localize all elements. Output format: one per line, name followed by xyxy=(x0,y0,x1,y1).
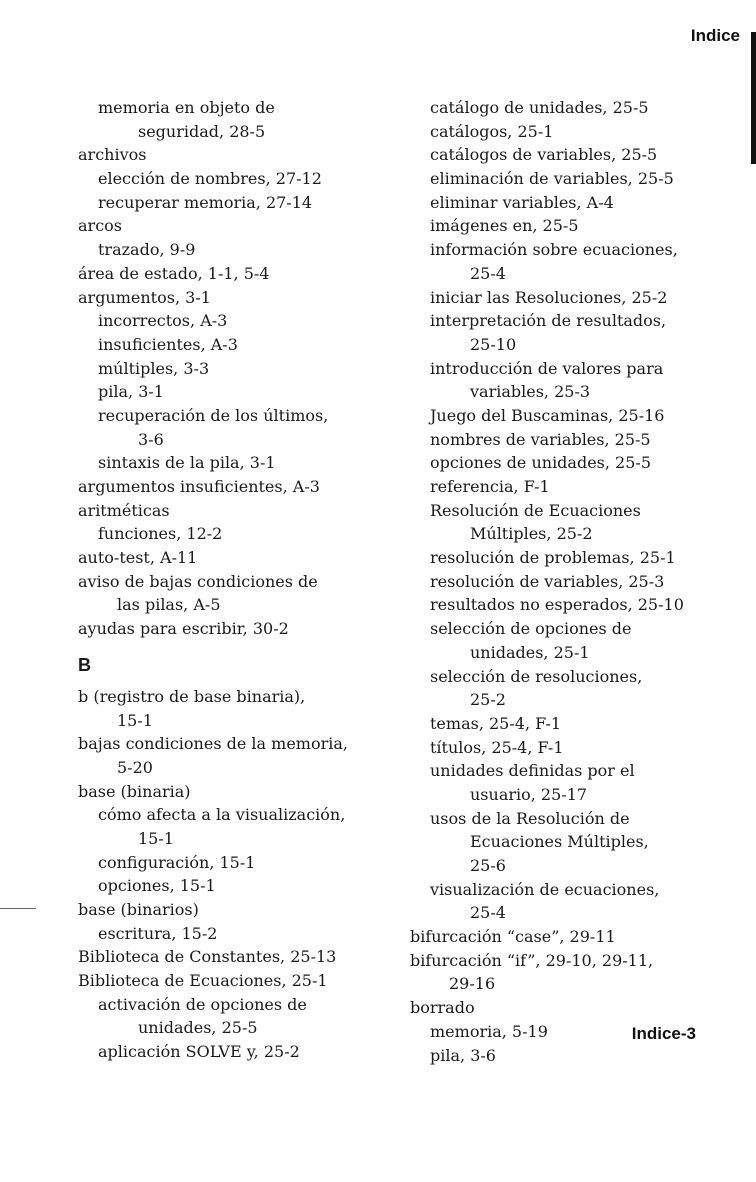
index-subentry: elección de nombres, 27-12 xyxy=(98,169,322,189)
index-column-left xyxy=(78,96,378,1064)
index-subentry: funciones, 12-2 xyxy=(98,524,223,544)
index-subentry: visualización de ecuaciones, xyxy=(430,879,660,899)
index-entry: Biblioteca de Constantes, 25-13 xyxy=(78,947,337,967)
index-subentry: recuperación de los últimos, xyxy=(98,405,329,425)
index-subentry: 15-1 xyxy=(138,828,174,848)
index-subentry: pila, 3-6 xyxy=(430,1045,496,1065)
index-entry: argumentos, 3-1 xyxy=(78,287,211,307)
index-subentry: 29-16 xyxy=(449,974,496,994)
index-subentry: sintaxis de la pila, 3-1 xyxy=(98,453,276,473)
index-subentry: catálogos de variables, 25-5 xyxy=(430,145,658,165)
index-subentry: activación de opciones de xyxy=(98,994,307,1014)
index-subentry: resultados no esperados, 25-10 xyxy=(430,595,684,615)
index-column-right xyxy=(410,96,726,1067)
index-subentry: iniciar las Resoluciones, 25-2 xyxy=(430,287,668,307)
index-subentry: interpretación de resultados, xyxy=(430,311,667,331)
index-subentry: temas, 25-4, F-1 xyxy=(430,713,562,733)
index-subentry: múltiples, 3-3 xyxy=(98,358,210,378)
index-subentry: insuficientes, A-3 xyxy=(98,334,238,354)
index-entry: aritméticas xyxy=(78,500,170,520)
index-block-a xyxy=(78,96,378,641)
index-subentry: resolución de variables, 25-3 xyxy=(430,571,665,591)
index-subentry: las pilas, A-5 xyxy=(117,595,221,615)
index-subentry: Ecuaciones Múltiples, xyxy=(470,832,649,852)
index-subentry: opciones, 15-1 xyxy=(98,876,216,896)
index-subentry: seguridad, 28-5 xyxy=(138,121,266,141)
index-subentry: configuración, 15-1 xyxy=(98,852,256,872)
index-subentry: eliminación de variables, 25-5 xyxy=(430,169,674,189)
index-subentry: usuario, 25-17 xyxy=(470,784,588,804)
index-subentry: escritura, 15-2 xyxy=(98,923,218,943)
index-entry: auto-test, A-11 xyxy=(78,548,198,568)
index-subentry: 15-1 xyxy=(117,710,153,730)
thumb-tab-marker xyxy=(751,32,756,164)
index-entry: Biblioteca de Ecuaciones, 25-1 xyxy=(78,971,328,991)
index-entry: ayudas para escribir, 30-2 xyxy=(78,619,289,639)
index-entry: base (binarios) xyxy=(78,900,199,919)
index-entry: base (binaria) xyxy=(78,781,191,801)
index-subentry: selección de resoluciones, xyxy=(430,666,643,686)
index-subentry: títulos, 25-4, F-1 xyxy=(430,737,564,757)
index-subentry: 25-10 xyxy=(470,334,517,354)
index-block-b xyxy=(78,685,378,1064)
index-subentry: memoria, 5-19 xyxy=(430,1021,548,1041)
index-subentry: trazado, 9-9 xyxy=(98,240,196,260)
index-subentry: recuperar memoria, 27-14 xyxy=(98,192,313,212)
index-subentry: nombres de variables, 25-5 xyxy=(430,429,651,449)
index-subentry: Múltiples, 25-2 xyxy=(470,524,593,544)
index-subentry: referencia, F-1 xyxy=(430,477,550,496)
index-entry: arcos xyxy=(78,216,122,236)
index-subentry: Juego del Buscaminas, 25-16 xyxy=(430,405,665,425)
page-number: Indice-3 xyxy=(631,1024,696,1043)
index-subentry: variables, 25-3 xyxy=(470,382,591,402)
index-subentry: memoria en objeto de xyxy=(98,98,275,117)
index-entry: aviso de bajas condiciones de xyxy=(78,571,318,591)
index-subentry: incorrectos, A-3 xyxy=(98,311,228,331)
index-subentry: unidades definidas por el xyxy=(430,761,635,781)
index-subentry: Resolución de Ecuaciones xyxy=(430,500,641,520)
index-entry: borrado xyxy=(410,998,475,1018)
index-subentry: unidades, 25-5 xyxy=(138,1018,258,1038)
index-subentry: opciones de unidades, 25-5 xyxy=(430,453,651,473)
index-entry: argumentos insuficientes, A-3 xyxy=(78,477,320,496)
index-subentry: pila, 3-1 xyxy=(98,382,164,402)
index-subentry: catálogos, 25-1 xyxy=(430,121,554,141)
index-subentry: imágenes en, 25-5 xyxy=(430,216,579,236)
index-subentry: 25-6 xyxy=(470,856,506,875)
index-subentry: resolución de problemas, 25-1 xyxy=(430,548,676,568)
index-subentry: catálogo de unidades, 25-5 xyxy=(430,98,649,117)
index-subentry: 5-20 xyxy=(117,757,153,777)
page-header-title: Indice xyxy=(690,26,740,45)
index-subentry: selección de opciones de xyxy=(430,619,632,639)
index-entry: archivos xyxy=(78,145,147,165)
index-subentry: unidades, 25-1 xyxy=(470,642,590,662)
index-subentry: 25-4 xyxy=(470,263,506,283)
margin-mark xyxy=(0,908,36,909)
index-entry: bajas condiciones de la memoria, xyxy=(78,734,348,754)
index-subentry: introducción de valores para xyxy=(430,358,664,378)
section-heading-b: B xyxy=(78,654,91,675)
index-entry: b (registro de base binaria), xyxy=(78,686,306,706)
index-subentry: 25-4 xyxy=(470,903,506,923)
index-subentry: cómo afecta a la visualización, xyxy=(98,805,346,825)
index-subentry: usos de la Resolución de xyxy=(430,808,630,828)
index-entry: bifurcación “if”, 29-10, 29-11, xyxy=(410,950,654,970)
index-entry: bifurcación “case”, 29-11 xyxy=(410,927,616,947)
index-subentry: aplicación SOLVE y, 25-2 xyxy=(98,1042,300,1062)
index-subentry: información sobre ecuaciones, xyxy=(430,240,678,260)
index-subentry: 25-2 xyxy=(470,690,506,710)
index-subentry: eliminar variables, A-4 xyxy=(430,192,614,212)
index-subentry: 3-6 xyxy=(138,429,164,449)
index-entry: área de estado, 1-1, 5-4 xyxy=(78,263,270,283)
